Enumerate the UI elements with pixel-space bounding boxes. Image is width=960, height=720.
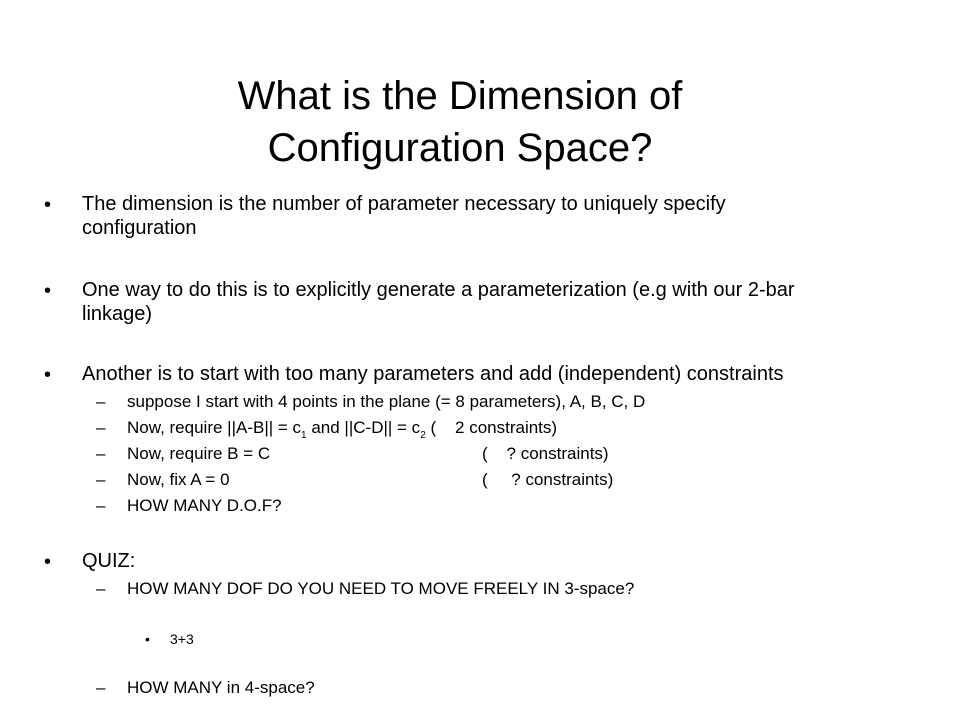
bullet-marker: • [44, 364, 52, 386]
title-line-1: What is the Dimension of [237, 74, 683, 118]
sub-bullet-2 [127, 417, 557, 442]
bullet-2-line-2: linkage) [82, 303, 153, 325]
subscript-1: 1 [301, 430, 307, 441]
bullet-2-line-1: One way to do this is to explicitly generate a parameterization (e.g with our 2-bar [82, 279, 795, 301]
title-line-2: Configuration Space? [267, 126, 653, 170]
bullet-4-text: QUIZ: [82, 550, 136, 572]
sub-bullet-3: Now, require B = C [127, 444, 271, 463]
sub-bullet-2-part-c: ( 2 constraints) [425, 418, 558, 437]
bullet-3-text: Another is to start with too many parameters and add (independent) constraints [82, 363, 784, 385]
sub-bullet-3-constraints: ( ? constraints) [482, 444, 609, 463]
dash-marker: – [96, 579, 106, 598]
sub-bullet-2-part-b: and ||C-D|| = c [306, 418, 421, 437]
dash-marker: – [96, 418, 106, 437]
subscript-2: 2 [420, 430, 426, 441]
bullet-1-line-2: configuration [82, 217, 197, 239]
bullet-1-line-1: The dimension is the number of parameter necessary to uniquely specify [82, 193, 726, 215]
dash-marker: – [96, 444, 106, 463]
sub-bullet-4: Now, fix A = 0 [127, 470, 230, 489]
sub-bullet-2-part-a: Now, require ||A-B|| = c [127, 418, 302, 437]
bullet-marker: • [44, 280, 52, 302]
dash-marker: – [96, 678, 106, 697]
bullet-marker: • [145, 631, 150, 647]
dash-marker: – [96, 470, 106, 489]
sub-bullet-4-constraints: ( ? constraints) [482, 470, 614, 489]
slide-title [160, 70, 760, 174]
quiz-question-1: HOW MANY DOF DO YOU NEED TO MOVE FREELY IN 3-space? [127, 579, 635, 598]
dash-marker: – [96, 392, 106, 411]
quiz-answer: 3+3 [170, 631, 194, 647]
dash-marker: – [96, 496, 106, 515]
sub-bullet-1: suppose I start with 4 points in the plane (= 8 parameters), A, B, C, D [127, 392, 646, 411]
sub-bullet-5: HOW MANY D.O.F? [127, 496, 282, 515]
quiz-question-2: HOW MANY in 4-space? [127, 678, 315, 697]
bullet-marker: • [44, 194, 52, 216]
bullet-marker: • [44, 551, 52, 573]
